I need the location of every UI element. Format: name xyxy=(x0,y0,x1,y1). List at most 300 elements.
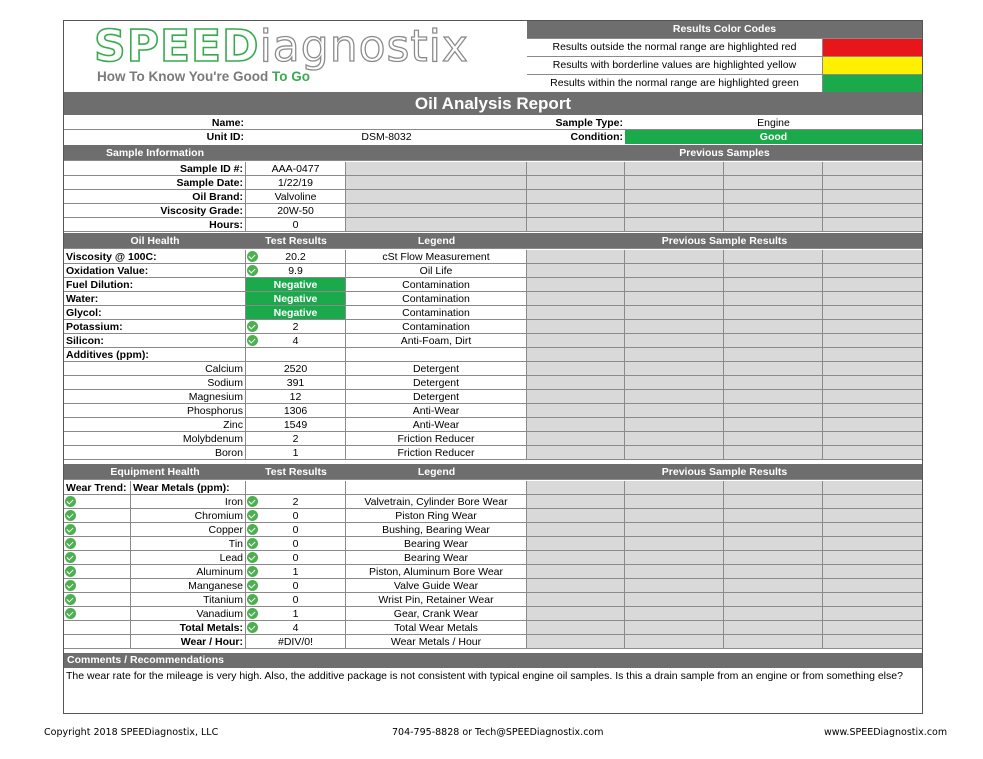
test-result-cell xyxy=(246,495,346,508)
additive-label: Calcium xyxy=(64,362,246,375)
legend-text: Contamination xyxy=(346,292,527,305)
test-results-title: Test Results xyxy=(246,233,346,248)
previous-result-cell xyxy=(625,523,724,536)
previous-result-cell xyxy=(346,176,527,189)
previous-result-cell xyxy=(346,162,527,175)
legend-text: Piston, Aluminum Bore Wear xyxy=(346,565,527,578)
previous-result-cell xyxy=(724,495,823,508)
additive-row xyxy=(64,376,922,390)
wear-metal-row xyxy=(64,607,922,621)
previous-result-cell xyxy=(823,446,922,459)
wear-metal-row xyxy=(64,565,922,579)
color-code-text: Results with borderline values are highlighted yellow xyxy=(527,57,823,74)
previous-result-cell xyxy=(625,190,724,203)
equipment-health-title: Equipment Health xyxy=(64,464,246,479)
unit-id-value: DSM-8032 xyxy=(361,131,412,143)
wear-metal-label: Tin xyxy=(131,537,246,550)
previous-result-cell xyxy=(625,551,724,564)
sample-info-label: Hours: xyxy=(64,218,246,231)
previous-result-cell xyxy=(527,446,625,459)
previous-result-cell xyxy=(625,432,724,445)
previous-result-cell xyxy=(724,292,823,305)
previous-result-cell xyxy=(625,593,724,606)
sample-info-label: Sample ID #: xyxy=(64,162,246,175)
previous-result-cell xyxy=(625,446,724,459)
previous-result-cell xyxy=(527,292,625,305)
wear-metal-row xyxy=(64,551,922,565)
previous-result-cell xyxy=(625,306,724,319)
previous-result-cell xyxy=(625,565,724,578)
previous-result-cell xyxy=(625,348,724,361)
comments-text: The wear rate for the mileage is very high. Also, the additive package is not consistent with typical engine oil samples. Is this a drain sample from an engine or from something else? xyxy=(66,670,903,682)
previous-result-cell xyxy=(346,190,527,203)
additive-row xyxy=(64,432,922,446)
oil-health-row xyxy=(64,306,922,320)
previous-result-cell xyxy=(823,621,922,634)
legend-text: Contamination xyxy=(346,306,527,319)
green-swatch xyxy=(823,75,922,92)
previous-result-cell xyxy=(724,565,823,578)
previous-result-cell xyxy=(625,264,724,277)
additive-row xyxy=(64,390,922,404)
wear-metal-label: Lead xyxy=(131,551,246,564)
previous-result-cell xyxy=(823,264,922,277)
previous-result-cell xyxy=(625,218,724,231)
sample-info-label: Sample Date: xyxy=(64,176,246,189)
previous-result-cell xyxy=(527,334,625,347)
sample-info-row xyxy=(64,190,922,204)
check-icon xyxy=(65,538,76,549)
comments-header: Comments / Recommendations xyxy=(64,653,922,668)
previous-result-cell xyxy=(527,348,625,361)
previous-result-cell xyxy=(724,162,823,175)
check-icon xyxy=(65,594,76,605)
wear-metal-label: Manganese xyxy=(131,579,246,592)
additive-row xyxy=(64,404,922,418)
legend-text: Friction Reducer xyxy=(346,446,527,459)
legend-text: Bushing, Bearing Wear xyxy=(346,523,527,536)
check-icon xyxy=(65,580,76,591)
previous-result-cell xyxy=(625,320,724,333)
previous-result-cell xyxy=(724,264,823,277)
previous-result-cell xyxy=(527,250,625,263)
legend-text: Valve Guide Wear xyxy=(346,579,527,592)
test-result-value: 2 xyxy=(292,496,299,508)
total-metals-row xyxy=(64,621,922,635)
previous-result-cell xyxy=(724,635,823,648)
wear-metal-row xyxy=(64,523,922,537)
test-result-value: 0 xyxy=(292,510,299,522)
test-results-title: Test Results xyxy=(246,464,346,479)
legend-text: Wrist Pin, Retainer Wear xyxy=(346,593,527,606)
wear-metal-row xyxy=(64,509,922,523)
previous-result-cell xyxy=(527,176,625,189)
wear-trend-cell xyxy=(64,523,131,536)
logo-speed-text: SPEED xyxy=(94,21,260,72)
previous-result-cell xyxy=(625,204,724,217)
check-icon xyxy=(247,524,258,535)
wear-metal-row xyxy=(64,495,922,509)
table-cell xyxy=(246,348,346,361)
oil-health-label: Fuel Dilution: xyxy=(64,278,246,291)
wear-metal-row xyxy=(64,537,922,551)
previous-result-cell xyxy=(527,204,625,217)
previous-result-cell xyxy=(527,495,625,508)
sample-type-value: Engine xyxy=(757,117,790,129)
test-result-value: 0 xyxy=(292,552,299,564)
logo-tagline-accent: To Go xyxy=(271,69,310,84)
test-result-cell xyxy=(246,579,346,592)
additive-row xyxy=(64,446,922,460)
previous-result-cell xyxy=(625,635,724,648)
logo-tagline: How To Know You're Good xyxy=(97,69,272,84)
additives-label: Additives (ppm): xyxy=(64,348,246,361)
legend-text: Wear Metals / Hour xyxy=(346,635,527,648)
oil-health-label: Silicon: xyxy=(64,334,246,347)
check-icon xyxy=(65,566,76,577)
test-result-value: 4 xyxy=(292,622,299,634)
sample-info-value: 20W-50 xyxy=(246,204,346,217)
additive-value: 12 xyxy=(246,390,346,403)
previous-result-cell xyxy=(724,320,823,333)
oil-health-label: Glycol: xyxy=(64,306,246,319)
previous-result-cell xyxy=(625,579,724,592)
oil-health-title: Oil Health xyxy=(64,233,246,248)
previous-results-title: Previous Sample Results xyxy=(527,464,922,479)
test-result-cell xyxy=(246,565,346,578)
additives-row xyxy=(64,348,922,362)
previous-result-cell xyxy=(724,537,823,550)
check-icon xyxy=(65,608,76,619)
table-cell xyxy=(346,481,527,494)
previous-result-cell xyxy=(527,579,625,592)
legend-title: Legend xyxy=(346,233,527,248)
sample-info-row xyxy=(64,204,922,218)
previous-result-cell xyxy=(527,404,625,417)
previous-result-cell xyxy=(527,320,625,333)
wear-header-row xyxy=(64,481,922,495)
wear-metal-row xyxy=(64,593,922,607)
sample-info-row xyxy=(64,218,922,232)
previous-result-cell xyxy=(724,348,823,361)
previous-result-cell xyxy=(527,432,625,445)
previous-result-cell xyxy=(724,432,823,445)
sample-info-label: Oil Brand: xyxy=(64,190,246,203)
previous-result-cell xyxy=(527,390,625,403)
previous-result-cell xyxy=(724,446,823,459)
sample-info-value: AAA-0477 xyxy=(246,162,346,175)
wear-trend-cell xyxy=(64,565,131,578)
sample-info-label: Viscosity Grade: xyxy=(64,204,246,217)
previous-result-cell xyxy=(823,432,922,445)
previous-result-cell xyxy=(823,565,922,578)
check-icon xyxy=(247,552,258,563)
oil-health-row xyxy=(64,250,922,264)
equipment-health-header xyxy=(64,464,922,480)
legend-text: Oil Life xyxy=(346,264,527,277)
meta-row xyxy=(64,116,922,130)
wear-metal-label: Total Metals: xyxy=(131,621,246,634)
previous-result-cell xyxy=(527,306,625,319)
wear-trend-label: Wear Trend: xyxy=(64,481,131,494)
oil-health-row xyxy=(64,264,922,278)
check-icon xyxy=(65,510,76,521)
legend-text: cSt Flow Measurement xyxy=(346,250,527,263)
previous-result-cell xyxy=(724,204,823,217)
test-result-value: 1 xyxy=(292,608,299,620)
test-result-cell xyxy=(246,607,346,620)
previous-result-cell xyxy=(823,607,922,620)
previous-result-cell xyxy=(527,565,625,578)
legend-text: Bearing Wear xyxy=(346,537,527,550)
previous-result-cell xyxy=(724,621,823,634)
previous-result-cell xyxy=(823,320,922,333)
previous-result-cell xyxy=(724,306,823,319)
previous-result-cell xyxy=(724,190,823,203)
previous-result-cell xyxy=(724,509,823,522)
legend-text: Piston Ring Wear xyxy=(346,509,527,522)
check-icon xyxy=(65,524,76,535)
test-result-value: #DIV/0! xyxy=(277,636,314,648)
wear-metal-row xyxy=(64,579,922,593)
wear-metal-label: Wear / Hour: xyxy=(131,635,246,648)
previous-result-cell xyxy=(625,481,724,494)
previous-result-cell xyxy=(625,176,724,189)
test-result-value: 9.9 xyxy=(288,265,303,277)
website-link[interactable]: www.SPEEDiagnostix.com xyxy=(824,727,948,738)
sample-info-row xyxy=(64,176,922,190)
previous-result-cell xyxy=(527,190,625,203)
legend-text: Contamination xyxy=(346,278,527,291)
previous-result-cell xyxy=(724,390,823,403)
test-result-cell xyxy=(246,523,346,536)
sample-info-row xyxy=(64,162,922,176)
legend-title: Legend xyxy=(346,464,527,479)
oil-health-label: Oxidation Value: xyxy=(64,264,246,277)
additive-value: 1549 xyxy=(246,418,346,431)
additive-value: 391 xyxy=(246,376,346,389)
wear-metal-label: Aluminum xyxy=(131,565,246,578)
previous-result-cell xyxy=(823,218,922,231)
previous-result-cell xyxy=(625,334,724,347)
sample-info-header xyxy=(64,145,922,161)
previous-result-cell xyxy=(823,404,922,417)
previous-result-cell xyxy=(823,334,922,347)
oil-health-label: Viscosity @ 100C: xyxy=(64,250,246,263)
wear-trend-cell xyxy=(64,509,131,522)
color-code-row xyxy=(527,74,922,92)
previous-result-cell xyxy=(724,551,823,564)
previous-result-cell xyxy=(625,162,724,175)
additive-value: 2520 xyxy=(246,362,346,375)
previous-result-cell xyxy=(625,292,724,305)
previous-result-cell xyxy=(346,218,527,231)
previous-result-cell xyxy=(724,607,823,620)
legend-text: Gear, Crank Wear xyxy=(346,607,527,620)
wear-trend-cell xyxy=(64,593,131,606)
additive-value: 1306 xyxy=(246,404,346,417)
color-code-text: Results within the normal range are highlighted green xyxy=(527,75,823,92)
previous-result-cell xyxy=(724,418,823,431)
previous-result-cell xyxy=(823,523,922,536)
legend-text: Detergent xyxy=(346,390,527,403)
legend-text: Anti-Wear xyxy=(346,418,527,431)
sample-info-title: Sample Information xyxy=(64,145,246,160)
check-icon xyxy=(247,251,258,262)
test-result-value: Negative xyxy=(246,306,346,319)
wear-metal-label: Vanadium xyxy=(131,607,246,620)
previous-result-cell xyxy=(823,635,922,648)
check-icon xyxy=(65,496,76,507)
previous-result-cell xyxy=(346,204,527,217)
oil-health-row xyxy=(64,292,922,306)
additive-row xyxy=(64,362,922,376)
test-result-value: 1 xyxy=(292,566,299,578)
previous-result-cell xyxy=(823,593,922,606)
previous-result-cell xyxy=(527,218,625,231)
test-result-cell xyxy=(246,320,346,333)
previous-result-cell xyxy=(625,495,724,508)
test-result-value: 0 xyxy=(292,580,299,592)
legend-text: Anti-Foam, Dirt xyxy=(346,334,527,347)
legend-text: Total Wear Metals xyxy=(346,621,527,634)
previous-result-cell xyxy=(527,523,625,536)
speediagnostix-logo xyxy=(64,21,527,91)
name-value xyxy=(246,116,527,129)
oil-health-row xyxy=(64,334,922,348)
previous-result-cell xyxy=(527,418,625,431)
previous-result-cell xyxy=(527,376,625,389)
color-code-text: Results outside the normal range are highlighted red xyxy=(527,39,823,56)
report-title: Oil Analysis Report xyxy=(64,92,922,115)
additive-label: Magnesium xyxy=(64,390,246,403)
check-icon xyxy=(247,335,258,346)
previous-result-cell xyxy=(724,218,823,231)
check-icon xyxy=(247,265,258,276)
legend-text: Friction Reducer xyxy=(346,432,527,445)
check-icon xyxy=(247,566,258,577)
previous-result-cell xyxy=(527,607,625,620)
test-result-cell xyxy=(246,509,346,522)
wear-trend-cell xyxy=(64,579,131,592)
meta-row xyxy=(64,130,922,144)
previous-result-cell xyxy=(625,537,724,550)
wear-trend-cell xyxy=(64,635,131,648)
previous-result-cell xyxy=(625,362,724,375)
test-result-value: 20.2 xyxy=(285,251,306,263)
previous-result-cell xyxy=(724,404,823,417)
previous-result-cell xyxy=(527,264,625,277)
additive-label: Sodium xyxy=(64,376,246,389)
wear-trend-cell xyxy=(64,551,131,564)
previous-result-cell xyxy=(625,278,724,291)
previous-result-cell xyxy=(724,593,823,606)
additive-label: Phosphorus xyxy=(64,404,246,417)
previous-result-cell xyxy=(724,176,823,189)
contact-info: 704-795-8828 or Tech@SPEEDiagnostix.com xyxy=(392,727,604,738)
previous-result-cell xyxy=(823,162,922,175)
previous-result-cell xyxy=(625,250,724,263)
sample-info-value: 1/22/19 xyxy=(246,176,346,189)
previous-result-cell xyxy=(823,509,922,522)
additive-label: Boron xyxy=(64,446,246,459)
wear-metal-label: Iron xyxy=(131,495,246,508)
previous-result-cell xyxy=(527,162,625,175)
logo-diag-text: iagnostix xyxy=(259,21,469,72)
yellow-swatch xyxy=(823,57,922,74)
previous-result-cell xyxy=(527,362,625,375)
previous-result-cell xyxy=(724,376,823,389)
test-result-cell xyxy=(246,264,346,277)
previous-result-cell xyxy=(823,390,922,403)
additive-value: 1 xyxy=(246,446,346,459)
check-icon xyxy=(247,538,258,549)
previous-result-cell xyxy=(823,362,922,375)
wear-trend-cell xyxy=(64,495,131,508)
check-icon xyxy=(247,622,258,633)
additive-label: Zinc xyxy=(64,418,246,431)
legend-text: Detergent xyxy=(346,362,527,375)
wear-metal-label: Chromium xyxy=(131,509,246,522)
oil-health-label: Water: xyxy=(64,292,246,305)
oil-health-row xyxy=(64,320,922,334)
previous-result-cell xyxy=(823,376,922,389)
previous-result-cell xyxy=(823,250,922,263)
unit-id-label: Unit ID: xyxy=(206,131,244,143)
legend-text: Bearing Wear xyxy=(346,551,527,564)
previous-result-cell xyxy=(527,481,625,494)
previous-result-cell xyxy=(527,537,625,550)
oil-analysis-report xyxy=(63,20,923,714)
check-icon xyxy=(247,321,258,332)
color-code-row xyxy=(527,38,922,56)
previous-result-cell xyxy=(823,481,922,494)
oil-health-header xyxy=(64,233,922,249)
color-code-row xyxy=(527,56,922,74)
previous-results-title: Previous Sample Results xyxy=(527,233,922,248)
check-icon xyxy=(247,594,258,605)
previous-result-cell xyxy=(724,278,823,291)
test-result-value: 2 xyxy=(292,321,299,333)
previous-result-cell xyxy=(724,362,823,375)
previous-result-cell xyxy=(724,481,823,494)
table-cell xyxy=(346,348,527,361)
sample-type-label: Sample Type: xyxy=(555,117,623,129)
red-swatch xyxy=(823,39,922,56)
previous-result-cell xyxy=(823,306,922,319)
test-result-cell xyxy=(246,551,346,564)
check-icon xyxy=(247,496,258,507)
color-codes-title: Results Color Codes xyxy=(527,21,922,38)
table-cell xyxy=(246,481,346,494)
copyright: Copyright 2018 SPEEDiagnostix, LLC xyxy=(44,727,219,738)
previous-result-cell xyxy=(625,376,724,389)
previous-result-cell xyxy=(527,621,625,634)
check-icon xyxy=(247,580,258,591)
test-result-cell xyxy=(246,250,346,263)
previous-result-cell xyxy=(625,621,724,634)
wear-trend-cell xyxy=(64,607,131,620)
test-result-value: 0 xyxy=(292,594,299,606)
previous-result-cell xyxy=(823,278,922,291)
previous-result-cell xyxy=(527,593,625,606)
wear-metal-label: Copper xyxy=(131,523,246,536)
oil-health-label: Potassium: xyxy=(64,320,246,333)
previous-result-cell xyxy=(724,334,823,347)
wear-metals-label: Wear Metals (ppm): xyxy=(131,481,246,494)
test-result-cell xyxy=(246,621,346,634)
previous-result-cell xyxy=(724,579,823,592)
